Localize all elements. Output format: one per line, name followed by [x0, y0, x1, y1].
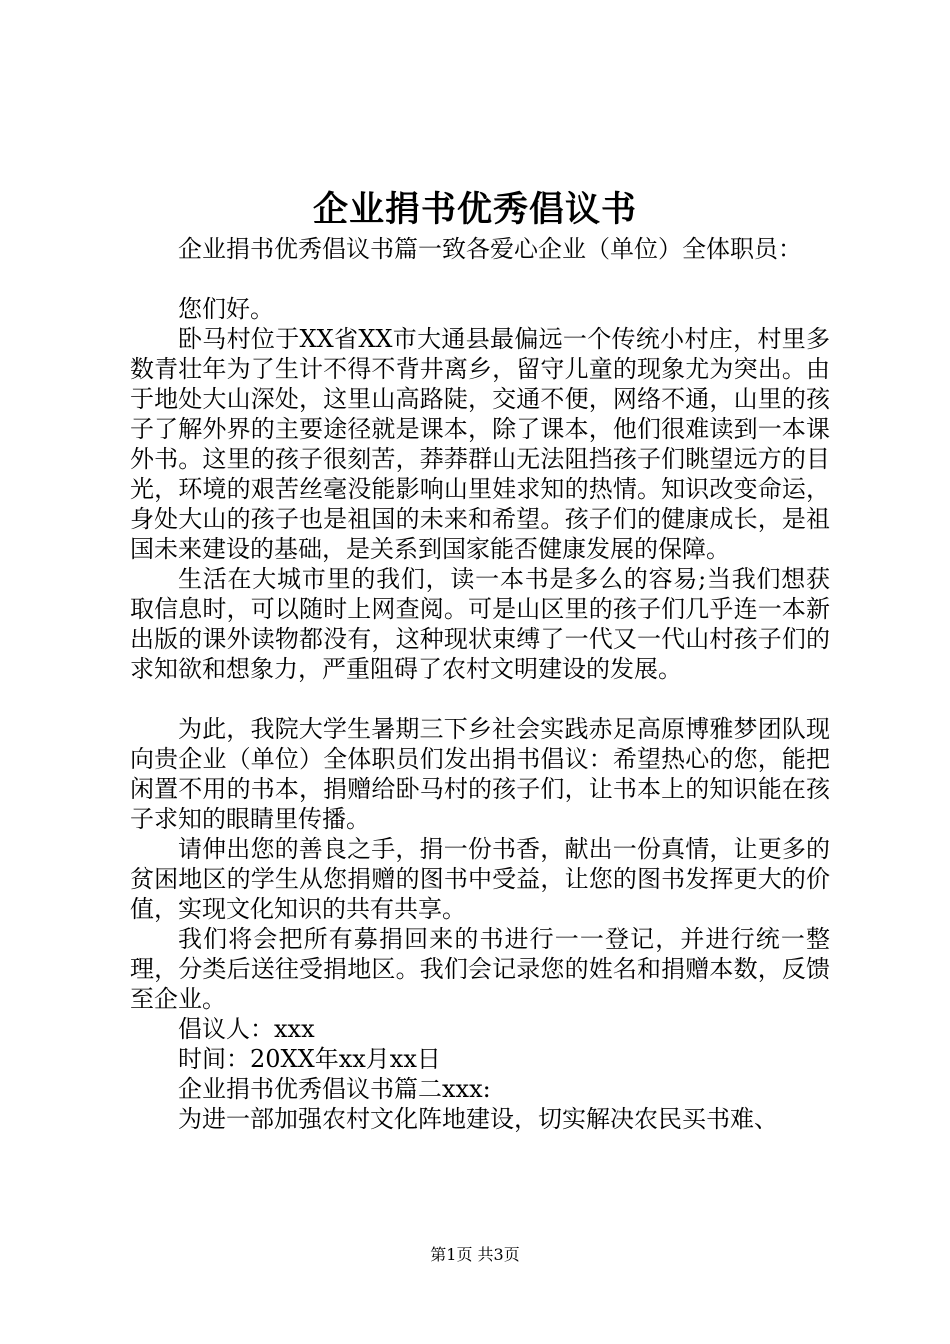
paragraph-appeal: 请伸出您的善良之手，捐一份书香，献出一份真情，让更多的贫困地区的学生从您捐赠的图书中受益，让您的图书发挥更大的价值，实现文化知识的共有共享。 [130, 835, 830, 923]
paragraph-date: 时间：20XX年xx月xx日 [178, 1045, 441, 1073]
paragraph-part-two-heading: 企业捐书优秀倡议书篇二xxx: [178, 1075, 491, 1103]
document-body [130, 234, 830, 1134]
page-number-footer: 第1页 共3页 [430, 1245, 520, 1264]
paragraph-salutation: 您们好。 [178, 295, 274, 323]
paragraph-part-two-opening: 为进一部加强农村文化阵地建设，切实解决农民买书难、 [178, 1105, 778, 1133]
paragraph-initiator: 倡议人：xxx [178, 1015, 315, 1043]
paragraph-initiative: 为此，我院大学生暑期三下乡社会实践赤足高原博雅梦团队现向贵企业（单位）全体职员们发出捐书倡议：希望热心的您，能把闲置不用的书本，捐赠给卧马村的孩子们，让书本上的知识能在孩子求知的眼睛里传播。 [130, 715, 830, 833]
document-title: 企业捐书优秀倡议书 [312, 189, 637, 230]
paragraph-city-contrast: 生活在大城市里的我们，读一本书是多么的容易;当我们想获取信息时，可以随时上网查阅。可是山区里的孩子们几乎连一本新出版的课外读物都没有，这种现状束缚了一代又一代山村孩子们的求知欲和想象力，严重阻碍了农村文明建设的发展。 [130, 565, 830, 683]
paragraph-village-intro: 卧马村位于XX省XX市大通县最偏远一个传统小村庄，村里多数青壮年为了生计不得不背井离乡，留守儿童的现象尤为突出。由于地处大山深处，这里山高路陡，交通不便，网络不通，山里的孩子了解外界的主要途径就是课本，除了课本，他们很难读到一本课外书。这里的孩子很刻苦，莽莽群山无法阻挡孩子们眺望远方的目光，环境的艰苦丝毫没能影响山里娃求知的热情。知识改变命运，身处大山的孩子也是祖国的未来和希望。孩子们的健康成长，是祖国未来建设的基础，是关系到国家能否健康发展的保障。 [130, 325, 830, 563]
paragraph-greeting-line: 企业捐书优秀倡议书篇一致各爱心企业（单位）全体职员： [178, 235, 802, 263]
paragraph-registration: 我们将会把所有募捐回来的书进行一一登记，并进行统一整理，分类后送往受捐地区。我们会记录您的姓名和捐赠本数，反馈至企业。 [130, 925, 830, 1013]
